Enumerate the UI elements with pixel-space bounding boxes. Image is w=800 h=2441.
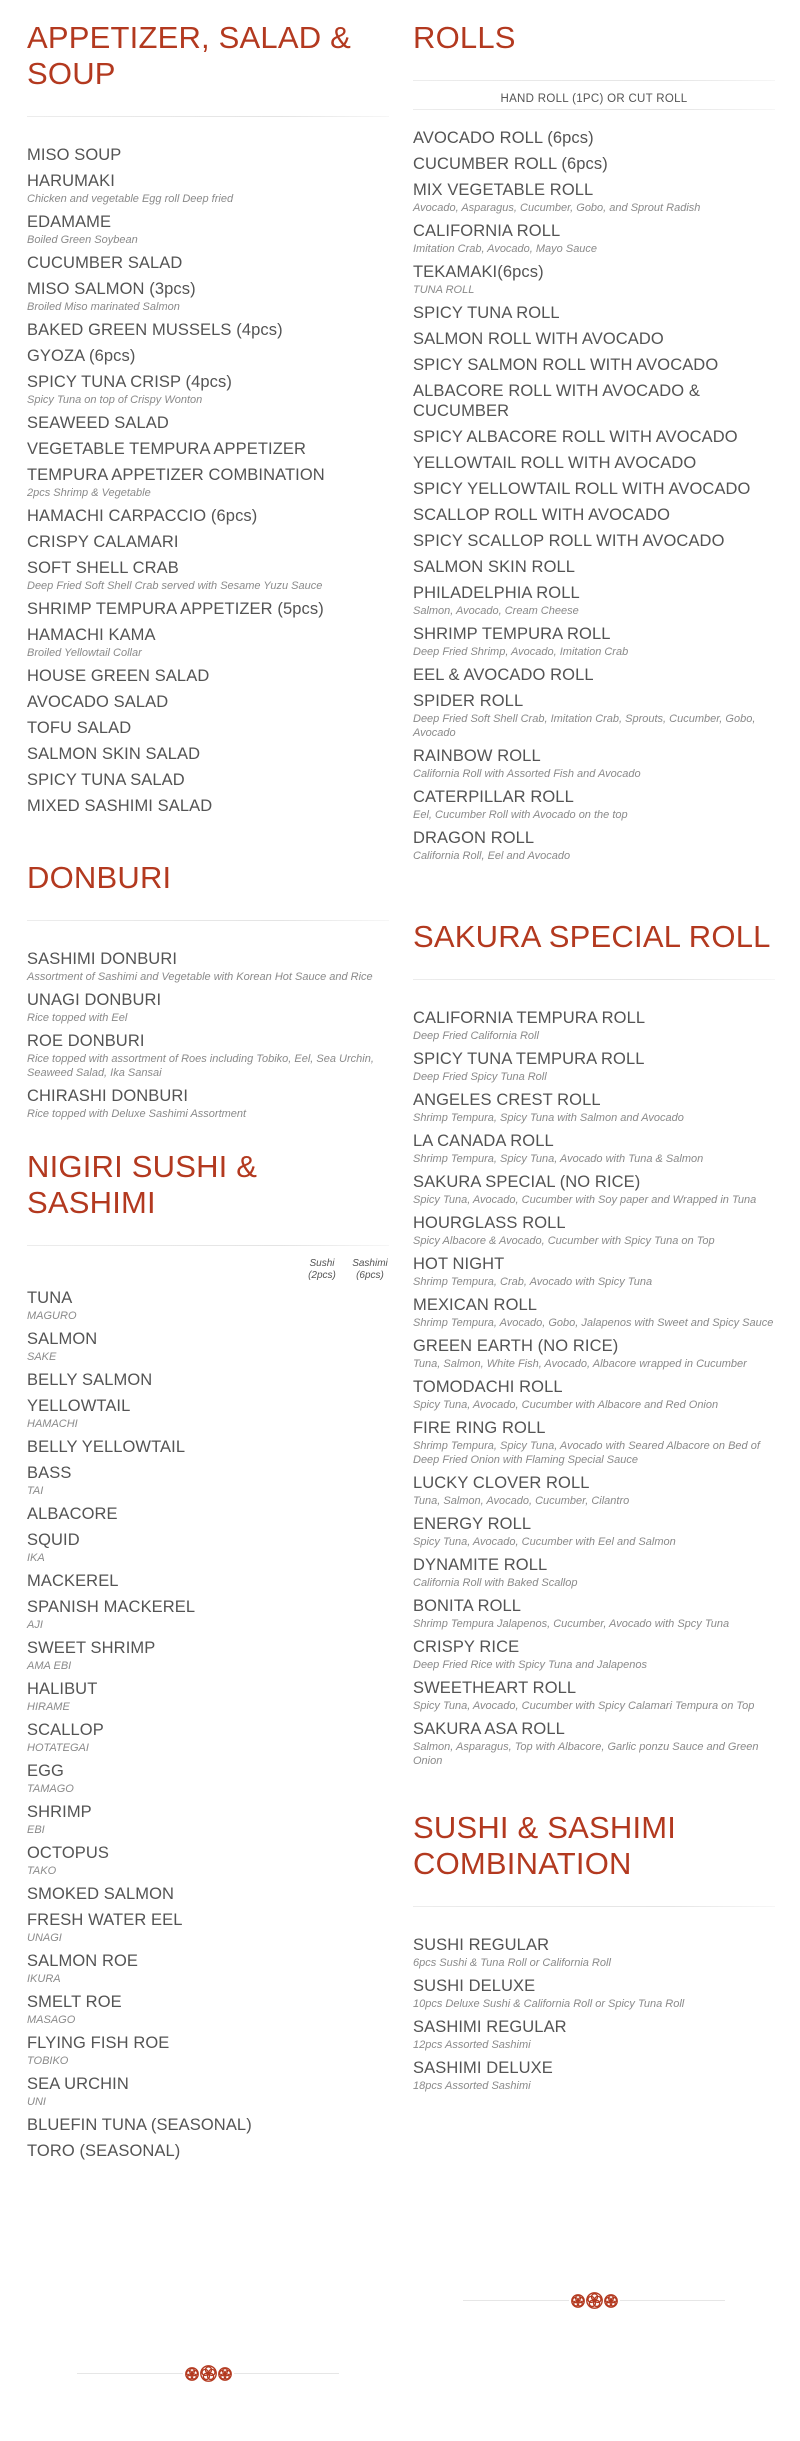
item-name: SEAWEED SALAD [27,414,169,432]
menu-item [413,221,775,256]
item-name: MISO SALMON (3pcs) [27,280,196,298]
item-name: TORO (SEASONAL) [27,2142,181,2160]
item-description: Shrimp Tempura, Crab, Avocado with Spicy Tuna [413,1276,653,1288]
item-description: Broiled Yellowtail Collar [27,647,142,659]
menu-item [413,453,775,473]
ornament-line [234,2373,340,2374]
item-description: Imitation Crab, Avocado, Mayo Sauce [413,243,598,255]
item-name: FLYING FISH ROE [27,2034,170,2052]
item-name: BELLY YELLOWTAIL [27,1438,186,1456]
menu-item [413,1172,775,1207]
divider [413,979,775,980]
item-name: HARUMAKI [27,172,115,190]
menu-item [413,1090,775,1125]
item-name: HOUSE GREEN SALAD [27,667,210,685]
item-name: SASHIMI REGULAR [413,2018,567,2036]
sakura-flower-icon [571,2292,618,2309]
item-name: HOT NIGHT [413,1255,505,1273]
menu-item [27,1843,389,1878]
menu-item [413,1678,775,1713]
item-description: Salmon, Avocado, Cream Cheese [413,605,579,617]
item-name: FRESH WATER EEL [27,1911,183,1929]
item-description: Spicy Tuna, Avocado, Cucumber with Soy paper and Wrapped in Tuna [413,1194,757,1206]
item-description: TUNA ROLL [413,284,475,296]
menu-item [413,624,775,659]
menu-item [413,1131,775,1166]
menu-item [413,381,775,421]
menu-item [413,303,775,323]
menu-item [27,796,389,816]
menu-item [27,1910,389,1945]
item-description: Spicy Tuna on top of Crispy Wonton [27,394,203,406]
item-description: Deep Fried California Roll [413,1030,539,1042]
item-description: HOTATEGAI [27,1742,89,1754]
menu-item [27,413,389,433]
item-description: Shrimp Tempura, Spicy Tuna, Avocado with Tuna & Salmon [413,1153,704,1165]
menu-item [413,1719,775,1768]
menu-list [27,949,389,1121]
item-name: TUNA [27,1289,73,1307]
item-name: EEL & AVOCADO ROLL [413,666,594,684]
item-description: IKA [27,1552,45,1564]
menu-item [413,262,775,297]
menu-item [27,2074,389,2109]
sushi-column-header: Sushi (2pcs) [308,1258,336,1281]
item-description: UNAGI [27,1932,62,1944]
item-description: Eel, Cucumber Roll with Avocado on the top [413,809,628,821]
item-name: AVOCADO SALAD [27,693,169,711]
item-name: SALMON ROE [27,1952,139,1970]
item-name: CALIFORNIA TEMPURA ROLL [413,1009,646,1027]
menu-list [27,1288,389,2161]
item-name: UNAGI DONBURI [27,991,162,1009]
menu-item [27,1463,389,1498]
item-name: SPICY TUNA ROLL [413,304,560,322]
menu-item [27,718,389,738]
menu-list [413,1008,775,1768]
item-name: SASHIMI DELUXE [413,2059,553,2077]
item-name: ANGELES CREST ROLL [413,1091,601,1109]
ornament-left [77,2365,339,2382]
item-description: Shrimp Tempura, Spicy Tuna, Avocado with Seared Albacore on Bed of Deep Fried Onion with Flaming Special Sauce [413,1440,760,1466]
menu-list [413,128,775,863]
menu-item [413,557,775,577]
item-name: SPICY SCALLOP ROLL WITH AVOCADO [413,532,725,550]
item-description: 2pcs Shrimp & Vegetable [27,487,151,499]
item-name: SHRIMP TEMPURA ROLL [413,625,611,643]
item-description: 18pcs Assorted Sashimi [413,2080,531,2092]
menu-item [413,427,775,447]
price-column-headers [27,1258,389,1282]
menu-item [27,666,389,686]
menu-item [413,1935,775,1970]
menu-item [413,1336,775,1371]
section-title: APPETIZER, SALAD & SOUP [27,20,352,91]
item-name: OCTOPUS [27,1844,109,1862]
item-name: ENERGY ROLL [413,1515,532,1533]
item-description: Assortment of Sashimi and Vegetable with Korean Hot Sauce and Rice [27,971,373,983]
item-name: SQUID [27,1531,80,1549]
item-name: GREEN EARTH (NO RICE) [413,1337,619,1355]
item-name: AVOCADO ROLL (6pcs) [413,129,594,147]
section-title: DONBURI [27,860,172,895]
menu-item [27,770,389,790]
item-name: SHRIMP TEMPURA APPETIZER (5pcs) [27,600,324,618]
item-description: Deep Fried Rice with Spicy Tuna and Jalapenos [413,1659,647,1671]
item-description: AMA EBI [27,1660,72,1672]
item-name: MIXED SASHIMI SALAD [27,797,213,815]
menu-item [27,1031,389,1080]
menu-item [413,828,775,863]
divider [27,116,389,117]
item-name: ROE DONBURI [27,1032,145,1050]
section-nigiri [27,1149,389,2161]
menu-item [413,1377,775,1412]
menu-item [413,180,775,215]
item-description: 12pcs Assorted Sashimi [413,2039,531,2051]
item-description: Rice topped with Deluxe Sashimi Assortment [27,1108,247,1120]
section-title: SUSHI & SASHIMI COMBINATION [413,1810,677,1881]
item-description: AJI [27,1619,43,1631]
item-name: CALIFORNIA ROLL [413,222,561,240]
sashimi-column-header: Sashimi (6pcs) [352,1258,388,1281]
item-name: RAINBOW ROLL [413,747,541,765]
divider [413,1906,775,1907]
item-description: MAGURO [27,1310,77,1322]
item-description: California Roll, Eel and Avocado [413,850,571,862]
item-description: Shrimp Tempura Jalapenos, Cucumber, Avocado with Spcy Tuna [413,1618,730,1630]
item-name: EDAMAME [27,213,112,231]
item-name: SCALLOP [27,1721,104,1739]
item-description: SAKE [27,1351,57,1363]
menu-item [27,558,389,593]
item-name: SPICY YELLOWTAIL ROLL WITH AVOCADO [413,480,751,498]
item-name: SMOKED SALMON [27,1885,175,1903]
item-description: Spicy Tuna, Avocado, Cucumber with Spicy Calamari Tempura on Top [413,1700,755,1712]
menu-item [27,439,389,459]
item-name: EGG [27,1762,64,1780]
menu-item [27,1761,389,1796]
item-description: Tuna, Salmon, White Fish, Avocado, Albacore wrapped in Cucumber [413,1358,747,1370]
ornament-line [77,2373,183,2374]
section-title: SAKURA SPECIAL ROLL [413,919,771,954]
menu-item [27,1370,389,1390]
item-name: SOFT SHELL CRAB [27,559,179,577]
menu-item [413,1295,775,1330]
item-description: Avocado, Asparagus, Cucumber, Gobo, and Sprout Radish [413,202,701,214]
right-column [413,0,775,2099]
item-name: LA CANADA ROLL [413,1132,554,1150]
menu-item [27,599,389,619]
item-name: SALMON SKIN ROLL [413,558,576,576]
item-description: 10pcs Deluxe Sushi & California Roll or Spicy Tuna Roll [413,1998,685,2010]
item-description: Rice topped with assortment of Roes including Tobiko, Eel, Sea Urchin, Seaweed Salad, Ika Sansai [27,1053,374,1079]
menu-item [413,665,775,685]
item-description: TAI [27,1485,44,1497]
menu-item [413,1213,775,1248]
menu-item [413,1976,775,2011]
menu-item [27,1720,389,1755]
item-name: MIX VEGETABLE ROLL [413,181,594,199]
menu-item [27,145,389,165]
menu-item [413,1555,775,1590]
item-name: CRISPY RICE [413,1638,520,1656]
menu-item [27,253,389,273]
item-name: BASS [27,1464,72,1482]
menu-item [413,2058,775,2093]
item-name: CUCUMBER SALAD [27,254,183,272]
item-name: SPANISH MACKEREL [27,1598,196,1616]
menu-item [413,128,775,148]
ornament-right [463,2292,725,2309]
item-name: CATERPILLAR ROLL [413,788,574,806]
menu-item [27,1571,389,1591]
menu-item [27,212,389,247]
ornament-line [463,2300,569,2301]
item-name: BONITA ROLL [413,1597,522,1615]
menu-item [27,1329,389,1364]
sakura-flower-icon [185,2365,232,2382]
item-description: Spicy Albacore & Avocado, Cucumber with Spicy Tuna on Top [413,1235,715,1247]
menu-item [413,746,775,781]
item-description: Spicy Tuna, Avocado, Cucumber with Albacore and Red Onion [413,1399,719,1411]
item-name: SPICY TUNA TEMPURA ROLL [413,1050,645,1068]
menu-item [27,990,389,1025]
section-special [413,919,775,1768]
item-name: PHILADELPHIA ROLL [413,584,580,602]
item-description: TOBIKO [27,2055,69,2067]
item-name: CUCUMBER ROLL (6pcs) [413,155,608,173]
item-name: BLUEFIN TUNA (SEASONAL) [27,2116,252,2134]
menu-item [27,465,389,500]
item-name: TEMPURA APPETIZER COMBINATION [27,466,325,484]
item-name: SUSHI REGULAR [413,1936,550,1954]
item-name: HAMACHI CARPACCIO (6pcs) [27,507,258,525]
menu-item [413,1473,775,1508]
menu-item [413,1596,775,1631]
item-name: FIRE RING ROLL [413,1419,546,1437]
menu-item [27,744,389,764]
item-name: MEXICAN ROLL [413,1296,538,1314]
item-description: Tuna, Salmon, Avocado, Cucumber, Cilantro [413,1495,630,1507]
item-name: SAKURA ASA ROLL [413,1720,565,1738]
item-name: SWEETHEART ROLL [413,1679,577,1697]
item-name: HALIBUT [27,1680,98,1698]
item-name: SALMON SKIN SALAD [27,745,201,763]
item-description: Broiled Miso marinated Salmon [27,301,180,313]
menu-item [27,1884,389,1904]
left-column [27,0,389,2167]
item-name: SPICY TUNA CRISP (4pcs) [27,373,232,391]
menu-item [27,346,389,366]
menu-item [413,583,775,618]
section-appetizer [27,0,389,816]
menu-list [27,145,389,816]
item-description: IKURA [27,1973,61,1985]
item-description: MASAGO [27,2014,76,2026]
menu-item [27,1504,389,1524]
item-name: TEKAMAKI(6pcs) [413,263,544,281]
section-donburi [27,860,389,1121]
menu-item [413,1418,775,1467]
item-name: SPICY TUNA SALAD [27,771,185,789]
menu-item [27,1992,389,2027]
item-name: SAKURA SPECIAL (NO RICE) [413,1173,641,1191]
item-description: HIRAME [27,1701,70,1713]
item-name: GYOZA (6pcs) [27,347,136,365]
menu-item [27,1679,389,1714]
menu-item [27,1288,389,1323]
menu-item [27,1597,389,1632]
item-name: BAKED GREEN MUSSELS (4pcs) [27,321,283,339]
menu-item [413,2017,775,2052]
divider [413,80,775,81]
menu-item [413,1637,775,1672]
menu-item [27,1437,389,1457]
item-name: DYNAMITE ROLL [413,1556,548,1574]
item-name: SWEET SHRIMP [27,1639,156,1657]
item-name: YELLOWTAIL [27,1397,131,1415]
item-description: Deep Fried Spicy Tuna Roll [413,1071,547,1083]
menu-item [413,355,775,375]
item-name: ALBACORE [27,1505,118,1523]
menu-item [27,532,389,552]
menu-item [413,329,775,349]
item-description: Salmon, Asparagus, Top with Albacore, Garlic ponzu Sauce and Green Onion [413,1741,759,1767]
item-name: MISO SOUP [27,146,122,164]
item-name: SEA URCHIN [27,2075,129,2093]
menu-item [27,2033,389,2068]
item-description: Chicken and vegetable Egg roll Deep fried [27,193,234,205]
item-description: TAMAGO [27,1783,74,1795]
item-description: Rice topped with Eel [27,1012,128,1024]
item-name: SPICY SALMON ROLL WITH AVOCADO [413,356,719,374]
item-name: CHIRASHI DONBURI [27,1087,189,1105]
item-description: Deep Fried Shrimp, Avocado, Imitation Crab [413,646,629,658]
item-description: EBI [27,1824,45,1836]
item-name: SMELT ROE [27,1993,122,2011]
item-description: 6pcs Sushi & Tuna Roll or California Roll [413,1957,611,1969]
item-name: SCALLOP ROLL WITH AVOCADO [413,506,671,524]
menu-item [413,691,775,740]
item-name: VEGETABLE TEMPURA APPETIZER [27,440,307,458]
menu-item [27,1086,389,1121]
menu-item [27,1802,389,1837]
divider [27,1245,389,1246]
item-name: SPIDER ROLL [413,692,524,710]
item-name: SUSHI DELUXE [413,1977,536,1995]
item-name: TOFU SALAD [27,719,132,737]
item-description: HAMACHI [27,1418,78,1430]
item-description: Deep Fried Soft Shell Crab, Imitation Crab, Sprouts, Cucumber, Gobo, Avocado [413,713,756,739]
item-name: SALMON ROLL WITH AVOCADO [413,330,664,348]
item-name: SHRIMP [27,1803,92,1821]
menu-item [27,625,389,660]
item-description: Shrimp Tempura, Avocado, Gobo, Jalapenos with Sweet and Spicy Sauce [413,1317,774,1329]
item-description: Boiled Green Soybean [27,234,138,246]
menu-item [27,1951,389,1986]
menu-item [413,787,775,822]
menu-item [413,154,775,174]
item-description: UNI [27,2096,46,2108]
section-subtitle: HAND ROLL (1PC) OR CUT ROLL [500,93,688,105]
item-name: BELLY SALMON [27,1371,153,1389]
menu-item [413,479,775,499]
menu-item [413,1254,775,1289]
section-combination [413,1810,775,2093]
menu-item [27,372,389,407]
item-description: TAKO [27,1865,57,1877]
menu-item [27,1530,389,1565]
item-name: HAMACHI KAMA [27,626,156,644]
section-rolls [413,0,775,863]
menu-item [413,505,775,525]
menu-item [27,279,389,314]
item-name: ALBACORE ROLL WITH AVOCADO & CUCUMBER [413,382,701,420]
menu-item [413,1008,775,1043]
item-name: CRISPY CALAMARI [27,533,179,551]
item-name: HOURGLASS ROLL [413,1214,566,1232]
menu-item [413,531,775,551]
menu-item [413,1049,775,1084]
menu-item [27,506,389,526]
menu-item [27,1396,389,1431]
divider [27,920,389,921]
menu-item [27,320,389,340]
menu-item [27,949,389,984]
item-description: California Roll with Assorted Fish and Avocado [413,768,641,780]
item-name: SALMON [27,1330,98,1348]
menu-item [27,1638,389,1673]
divider [413,109,775,110]
section-title: NIGIRI SUSHI & SASHIMI [27,1149,258,1220]
item-description: Deep Fried Soft Shell Crab served with Sesame Yuzu Sauce [27,580,323,592]
section-title: ROLLS [413,20,516,55]
item-name: LUCKY CLOVER ROLL [413,1474,590,1492]
item-name: MACKEREL [27,1572,119,1590]
item-description: Shrimp Tempura, Spicy Tuna with Salmon and Avocado [413,1112,684,1124]
menu-item [27,2141,389,2161]
menu-item [27,2115,389,2135]
menu-item [27,171,389,206]
item-name: SPICY ALBACORE ROLL WITH AVOCADO [413,428,738,446]
menu-item [27,692,389,712]
item-name: DRAGON ROLL [413,829,535,847]
ornament-line [620,2300,726,2301]
item-name: SASHIMI DONBURI [27,950,178,968]
menu-list [413,1935,775,2093]
item-description: Spicy Tuna, Avocado, Cucumber with Eel and Salmon [413,1536,676,1548]
menu-item [413,1514,775,1549]
item-description: California Roll with Baked Scallop [413,1577,578,1589]
item-name: TOMODACHI ROLL [413,1378,563,1396]
item-name: YELLOWTAIL ROLL WITH AVOCADO [413,454,697,472]
